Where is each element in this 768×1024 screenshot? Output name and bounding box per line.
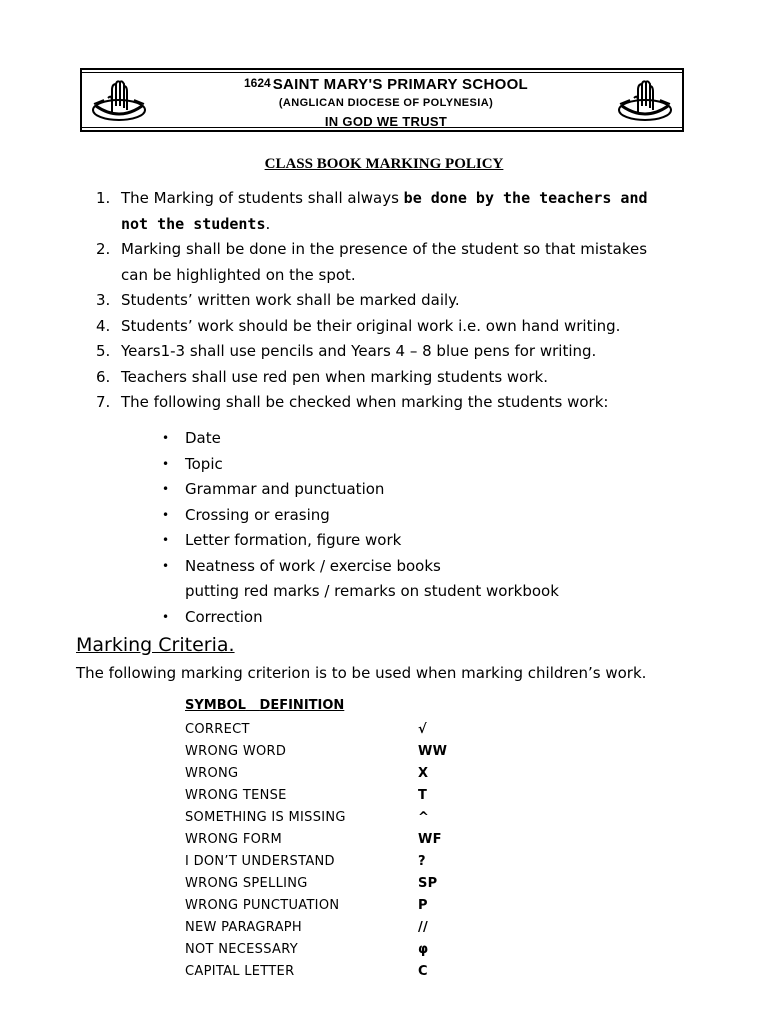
marking-symbol: ^: [418, 810, 430, 825]
symbol-definition: WRONG: [185, 766, 239, 781]
symbol-definition: WRONG WORD: [185, 744, 287, 759]
marking-symbol: SP: [418, 876, 438, 891]
school-crest-right-icon: [616, 76, 674, 126]
table-row: [185, 742, 485, 764]
table-row: [185, 918, 485, 940]
item-number: 7.: [96, 393, 111, 411]
bullet-icon: •: [162, 533, 170, 547]
table-row: [185, 830, 485, 852]
checklist-item: [160, 605, 720, 631]
marking-symbol: X: [418, 766, 429, 781]
school-motto: IN GOD WE TRUST: [324, 114, 448, 129]
bullet-icon: •: [162, 558, 170, 573]
policy-text: Teachers shall use red pen when marking students work.: [121, 367, 548, 386]
diocese-line: (ANGLICAN DIOCESE OF POLYNESIA): [278, 97, 494, 109]
checklist-text: Date: [185, 429, 221, 447]
marking-symbol: C: [418, 964, 428, 979]
marking-symbol: T: [418, 788, 428, 803]
symbol-definition: CAPITAL LETTER: [185, 964, 295, 979]
checklist-item: [160, 477, 720, 503]
school-name-line: [168, 76, 604, 94]
item-number: 2.: [96, 240, 111, 258]
symbol-definition: CORRECT: [185, 722, 250, 737]
header-symbol: SYMBOL: [185, 698, 246, 713]
policy-text: Years1-3 shall use pencils and Years 4 – 8 blue pens for writing.: [121, 342, 597, 360]
table-body: [185, 720, 485, 984]
checklist-item: [160, 503, 720, 529]
table-row: [185, 808, 485, 830]
school-crest-left-icon: [90, 76, 148, 126]
symbol-definition: NEW PARAGRAPH: [185, 920, 302, 935]
checklist-text: Neatness of work / exercise books: [185, 556, 441, 575]
checklist-text: Correction: [185, 607, 263, 626]
banner-inner-border-top: [82, 72, 682, 73]
marking-symbol: ?: [418, 854, 426, 869]
policy-emphasis: be done by the teachers and: [403, 189, 648, 207]
table-header: [185, 698, 485, 720]
policy-list: [96, 186, 726, 416]
policy-text: .: [265, 214, 271, 233]
policy-item-4: [96, 314, 726, 340]
checklist-item: [160, 528, 720, 554]
item-number: 3.: [96, 291, 111, 309]
bullet-icon: •: [162, 609, 170, 624]
checklist-item: [160, 554, 720, 605]
header-definition: DEFINITION: [259, 698, 345, 713]
checklist-item: [160, 452, 720, 478]
item-number: 5.: [96, 342, 111, 360]
policy-emphasis: not the students: [121, 214, 266, 233]
symbol-definition: WRONG TENSE: [185, 788, 287, 803]
marking-symbol: √: [418, 722, 427, 737]
policy-item-5: [96, 339, 726, 365]
marking-symbol: WW: [418, 744, 448, 759]
table-row: [185, 764, 485, 786]
school-name: SAINT MARY'S PRIMARY SCHOOL: [272, 76, 528, 93]
checklist-text: Grammar and punctuation: [185, 480, 385, 498]
marking-symbol: //: [418, 920, 429, 935]
policy-item-2: [96, 237, 726, 288]
symbol-definition: WRONG PUNCTUATION: [185, 898, 340, 913]
symbol-definition: NOT NECESSARY: [185, 942, 298, 957]
table-row: [185, 940, 485, 962]
symbol-definition: SOMETHING IS MISSING: [185, 810, 346, 825]
symbol-definition: WRONG FORM: [185, 832, 283, 847]
symbol-definition: I DON’T UNDERSTAND: [185, 854, 335, 869]
marking-symbol: P: [418, 898, 428, 913]
policy-text: The Marking of students shall always: [121, 189, 404, 207]
policy-text: Students’ work should be their original work i.e. own hand writing.: [121, 316, 621, 335]
bullet-icon: •: [162, 456, 170, 471]
symbol-definition: WRONG SPELLING: [185, 876, 308, 891]
item-number: 1.: [96, 189, 111, 207]
checklist-text-continued: putting red marks / remarks on student workbook: [185, 582, 559, 600]
bullet-icon: •: [162, 431, 170, 445]
policy-item-1: [96, 186, 726, 237]
item-number: 6.: [96, 367, 111, 386]
marking-symbol: φ: [418, 942, 429, 957]
policy-text: The following shall be checked when marking the students work:: [121, 393, 609, 411]
table-row: [185, 720, 485, 742]
policy-text: Marking shall be done in the presence of the student so that mistakes: [121, 240, 648, 258]
bullet-icon: •: [162, 507, 170, 522]
table-row: [185, 852, 485, 874]
policy-item-6: [96, 365, 726, 391]
table-row: [185, 896, 485, 918]
marking-symbol: WF: [418, 832, 442, 847]
marking-symbol-table: [185, 698, 485, 984]
checklist-text: Crossing or erasing: [185, 505, 330, 524]
checklist: [160, 426, 720, 630]
bullet-icon: •: [162, 482, 170, 496]
table-row: [185, 786, 485, 808]
policy-item-7: [96, 390, 726, 416]
table-row: [185, 962, 485, 984]
policy-item-3: [96, 288, 726, 314]
founding-year: 1624: [244, 76, 271, 90]
checklist-item: [160, 426, 720, 452]
checklist-text: Topic: [185, 454, 223, 473]
school-header-banner: [80, 68, 684, 132]
policy-text: Students’ written work shall be marked daily.: [121, 291, 460, 309]
marking-criteria-intro: The following marking criterion is to be used when marking children’s work.: [76, 664, 647, 682]
policy-text: can be highlighted on the spot.: [121, 265, 356, 284]
item-number: 4.: [96, 316, 111, 335]
document-title: CLASS BOOK MARKING POLICY: [264, 156, 504, 172]
checklist-text: Letter formation, figure work: [185, 531, 402, 549]
marking-criteria-heading: Marking Criteria.: [76, 634, 235, 656]
table-row: [185, 874, 485, 896]
